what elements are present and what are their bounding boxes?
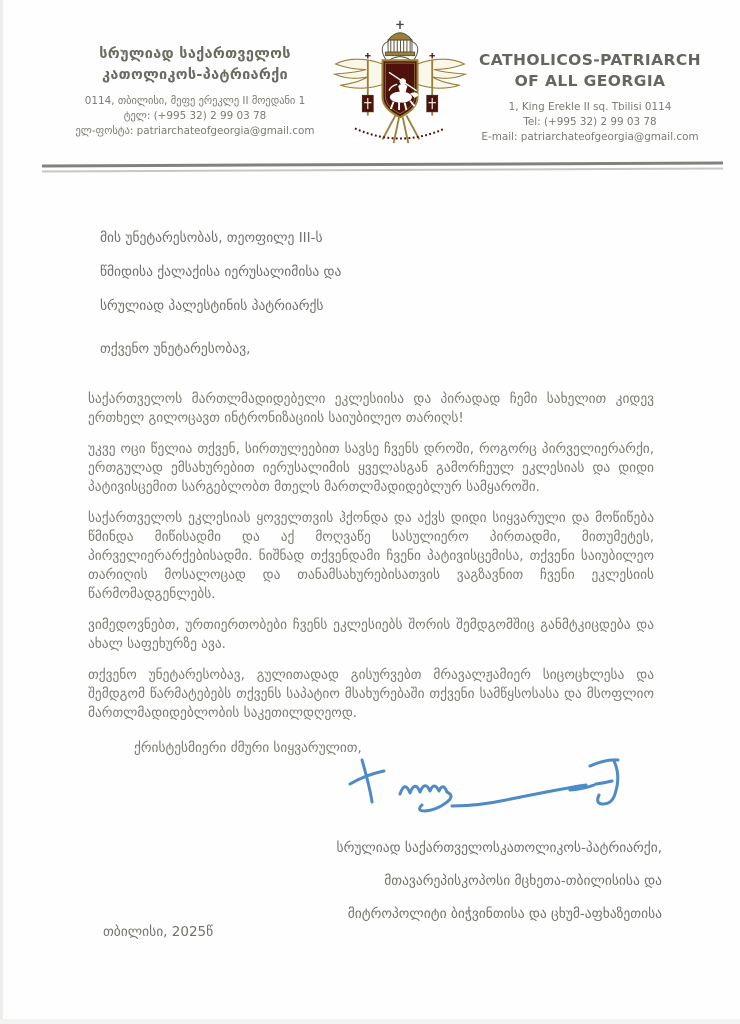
signatory-title-line: სრულიად საქართველოსკათოლიკოს-პატრიარქი, <box>336 840 662 856</box>
address-line: 0114, თბილისი, მეფე ერეკლე II მოედანი 1 <box>84 95 306 107</box>
paragraph: საქართველოს ეკლესიას ყოველთვის ჰქონდა და აქვს დიდი სიყვარული და მოწიწება წმინდა მიწისადმი და აქ მოღვაწე სასულიერო პირთადმი, მითუმეტეს, პირველიერარქებისადმი. ნიშნად თქვენდამი ჩვენი პატივისცემისა, თქვენი საიუბილეო თარიღის მოსალოცად და თანამსახურებისათვის ვაგზავნით ჩვენი ეკლესიის წარმომადგენლებს. <box>88 511 654 602</box>
church-dome-icon <box>385 33 414 56</box>
recipient-block <box>100 221 341 323</box>
title-line: OF ALL GEORGIA <box>514 72 666 90</box>
scan-edge-left <box>0 0 3 1024</box>
patriarchate-emblem-icon <box>331 14 469 160</box>
letterhead-contact-georgian <box>48 94 342 139</box>
letterhead-title-georgian <box>48 44 342 86</box>
recipient-line: წმიდისა ქალაქისა იერუსალიმისა და <box>100 264 342 280</box>
divider-line-dark <box>42 162 723 167</box>
phone-line: Tel: (+995 32) 2 99 03 78 <box>523 116 657 128</box>
closing-line: ქრისტესმიერი ძმური სიყვარულით, <box>134 741 362 756</box>
scan-edge-bottom <box>0 1019 740 1024</box>
paragraph: თქვენო უნეტარესობავ, გულითადად გისურვებთ მრავალჟამიერ სიცოცხლესა და შემდგომ წარმატებებს თქვენს საპატიო მსახურებაში თქვენი სამწყსოსასა და მსოფლიო მართლმადიდებლობის საკეთილდღეოდ. <box>88 668 654 721</box>
letterhead-contact-english <box>450 100 730 145</box>
title-line: CATHOLICOS-PATRIARCH <box>479 51 701 69</box>
address-line: 1, King Erekle II sq. Tbilisi 0114 <box>508 101 672 113</box>
letterhead-english <box>450 50 730 145</box>
signature-block <box>337 832 662 931</box>
st-george-shield-icon <box>383 60 419 117</box>
recipient-line: მის უნეტარესობას, თეოფილე III-ს <box>100 230 323 246</box>
dateline: თბილისი, 2025წ <box>103 924 214 940</box>
title-line: სრულიად საქართველოს <box>99 46 291 62</box>
letterhead-georgian <box>48 44 342 139</box>
title-line: კათოლიკოს-პატრიარქი <box>101 67 289 83</box>
letterhead-title-english <box>450 50 730 92</box>
salutation: თქვენო უნეტარესობავ, <box>100 341 251 357</box>
paragraph: საქართველოს მართლმადიდებელი ეკლესიისა და პირადად ჩემი სახელით კიდევ ერთხელ გილოცავთ ინტრონიზაციის საიუბილეო თარიღს! <box>88 392 654 426</box>
handwritten-signature <box>334 744 634 824</box>
signatory-title-line: მთავარეპისკოპოსი მცხეთა-თბილისისა და <box>384 873 662 889</box>
recipient-line: სრულიად პალესტინის პატრიარქს <box>100 298 324 314</box>
email-line: ელ-ფოსტა: patriarchateofgeorgia@gmail.com <box>75 125 315 137</box>
cross-icon <box>396 21 403 29</box>
emblem-motto-arc <box>355 128 445 138</box>
divider-line-light <box>42 167 723 172</box>
paragraph: უკვე ოცი წელია თქვენ, სირთულეებით სავსე ჩვენს დროში, როგორც პირველიერარქი, ერთგულად ემსახურებით იერუსალიმის ყველასგან გამორჩეულ ეკლესიას და დიდი პატივისცემით სარგებლობთ მთელს მართლმადიდებლურ სამყაროში. <box>88 442 654 495</box>
header-divider <box>42 162 723 172</box>
email-line: E-mail: patriarchateofgeorgia@gmail.com <box>481 131 699 143</box>
paragraph: ვიმედოვნებთ, ურთიერთობები ჩვენს ეკლესიებს შორის შემდგომშიც განმტკიცდება და ახალ საფეხურზე ავა. <box>88 618 654 652</box>
letter-body <box>88 390 654 758</box>
phone-line: ტელ: (+995 32) 2 99 03 78 <box>123 110 267 122</box>
signatory-title-line: მიტროპოლიტი ბიჭვინთისა და ცხუმ-აფხაზეთისა <box>347 906 662 922</box>
